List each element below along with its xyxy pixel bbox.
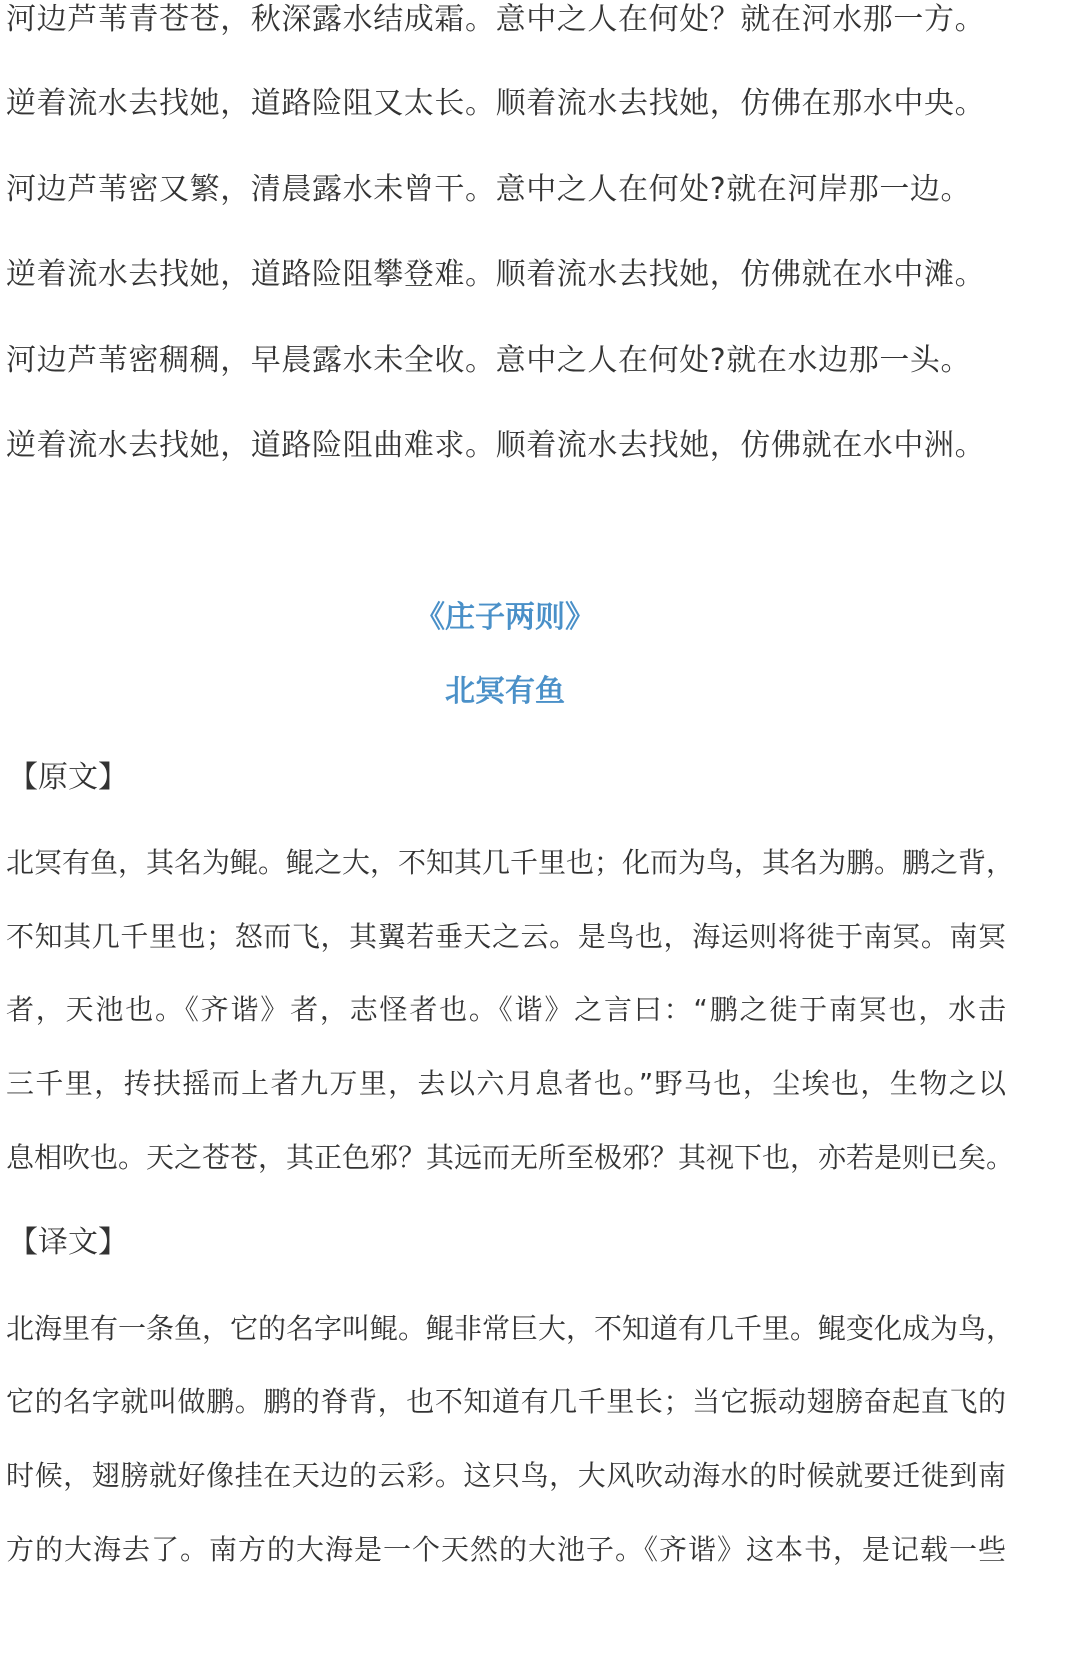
poem-line: 河边芦苇青苍苍，秋深露水结成霜。意中之人在何处？就在河水那一方。 xyxy=(6,2,986,37)
poem-line: 逆着流水去找她，道路险阻曲难求。顺着流水去找她，仿佛就在水中洲。 xyxy=(6,428,986,463)
original-line: 北冥有鱼，其名为鲲。鲲之大，不知其几千里也；化而为鸟，其名为鹏。鹏之背， xyxy=(6,846,1015,879)
original-line: 三千里，抟扶摇而上者九万里，去以六月息者也。”野马也，尘埃也，生物之以 xyxy=(6,1067,1006,1100)
section-subtitle: 北冥有鱼 xyxy=(445,674,565,709)
poem-line: 逆着流水去找她，道路险阻攀登难。顺着流水去找她，仿佛就在水中滩。 xyxy=(6,257,986,292)
original-line: 不知其几千里也；怒而飞，其翼若垂天之云。是鸟也，海运则将徙于南冥。南冥 xyxy=(6,920,1006,953)
original-line: 者，天池也。《齐谐》者，志怪者也。《谐》之言曰：“鹏之徙于南冥也，水击 xyxy=(6,993,1006,1026)
original-label: 【原文】 xyxy=(8,760,128,795)
section-title: 《庄子两则》 xyxy=(415,600,595,635)
poem-line: 逆着流水去找她，道路险阻又太长。顺着流水去找她，仿佛在那水中央。 xyxy=(6,86,986,121)
translation-line: 它的名字就叫做鹏。鹏的脊背，也不知道有几千里长；当它振动翅膀奋起直飞的 xyxy=(6,1385,1006,1418)
translation-line: 时候，翅膀就好像挂在天边的云彩。这只鸟，大风吹动海水的时候就要迁徙到南 xyxy=(6,1459,1006,1492)
poem-line: 河边芦苇密又繁，清晨露水未曾干。意中之人在何处?就在河岸那一边。 xyxy=(6,172,972,207)
translation-label: 【译文】 xyxy=(8,1225,128,1260)
original-line: 息相吹也。天之苍苍，其正色邪？其远而无所至极邪？其视下也，亦若是则已矣。 xyxy=(6,1141,1015,1174)
translation-line: 北海里有一条鱼，它的名字叫鲲。鲲非常巨大，不知道有几千里。鲲变化成为鸟， xyxy=(6,1312,1015,1345)
translation-line: 方的大海去了。南方的大海是一个天然的大池子。《齐谐》这本书，是记载一些 xyxy=(6,1533,1006,1566)
poem-line: 河边芦苇密稠稠，早晨露水未全收。意中之人在何处?就在水边那一头。 xyxy=(6,343,972,378)
